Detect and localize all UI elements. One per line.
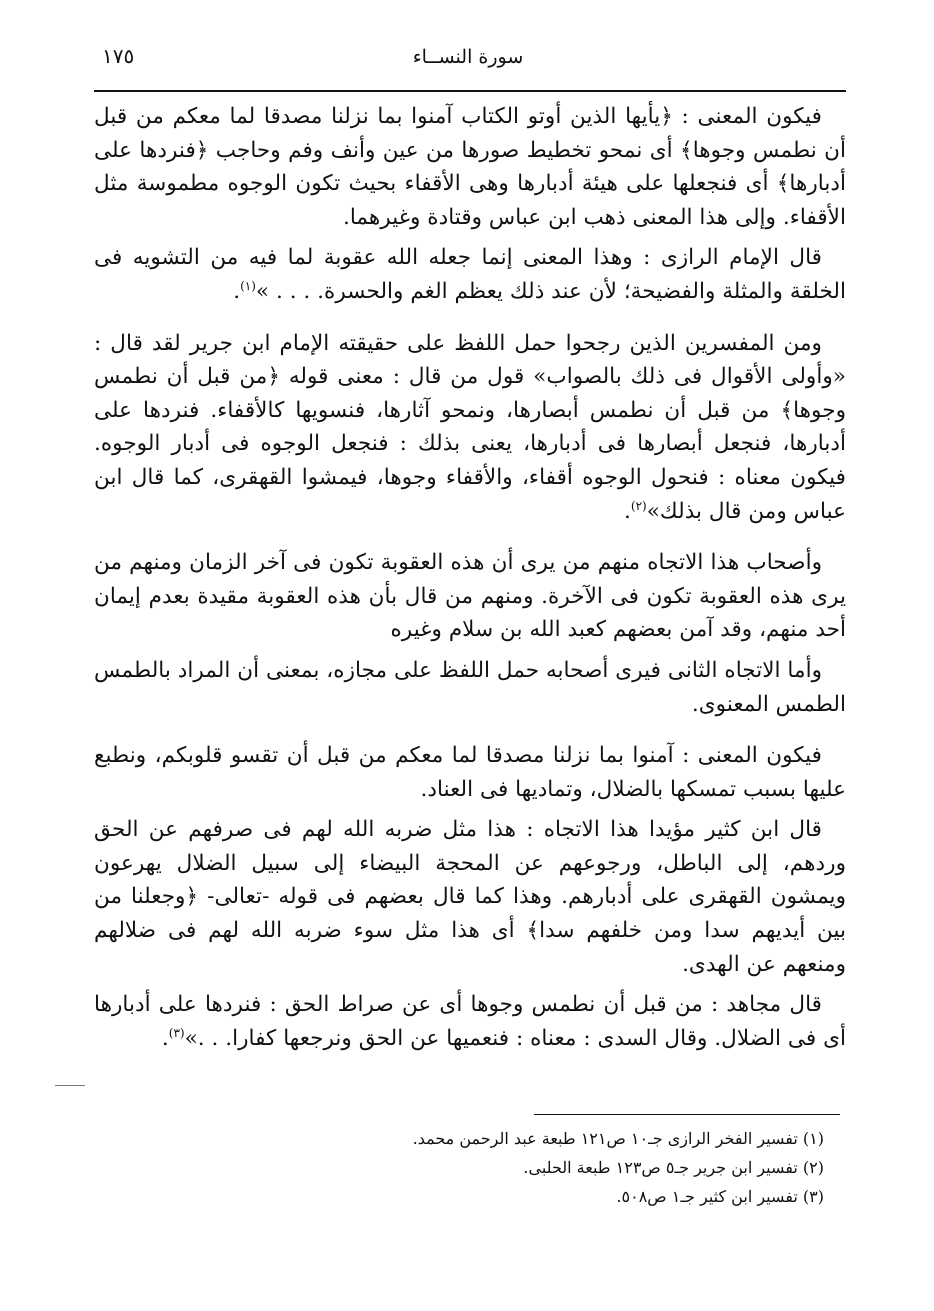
paragraph-text: ومن المفسرين الذين رجحوا حمل اللفظ على حقيقته الإمام ابن جرير لقد قال : «وأولى الأقوال فى ذلك بالصواب» قول من قال : معنى قوله ﴿من قبل أن نطمس وجوها﴾ من قبل أن نطمس أبصارها، ونمحو آثارها، فنسويها كالأقفاء. فنردها على أدبارها، فنجعل أبصارها فى أدبارها، يعنى بذلك : فنجعل الوجوه فى أدبار الوجوه. فيكون معناه : فنحول الوجوه أقفاء، والأقفاء وجوها، فيمشوا القهقرى، كما قال ابن عباس ومن قال بذلك»	[94, 330, 846, 524]
paragraph-text: فيكون المعنى : ﴿يأيها الذين أوتو الكتاب آمنوا بما نزلنا مصدقا لما معكم من قبل أن نطمس وجوها﴾ أى نمحو تخطيط صورها من عين وأنف وفم وحاجب ﴿فنردها على أدبارها﴾ أى فنجعلها على هيئة أدبارها وهى الأقفاء بحيث تكون الوجوه مطموسة مثل الأقفاء. وإلى هذا المعنى ذهب ابن عباس وقتادة وغيرهما.	[94, 104, 846, 230]
header-rule	[94, 90, 846, 92]
paragraph	[94, 100, 846, 234]
footnote: (٣) تفسير ابن كثير جـ١ ص٥٠٨.	[616, 1187, 824, 1206]
paragraph	[94, 546, 846, 647]
paragraph	[94, 327, 846, 529]
paragraph-text: قال الإمام الرازى : وهذا المعنى إنما جعله الله عقوبة لما فيه من التشويه فى الخلقة والمثلة والفضيحة؛ لأن عند ذلك يعظم الغم والحسرة. . . . »	[94, 245, 846, 304]
paragraph-text: قال مجاهد : من قبل أن نطمس وجوها أى عن صراط الحق : فنردها على أدبارها أى فى الضلال. وقال السدى : معناه : فنعميها عن الحق ونرجعها كفارا. . .»	[94, 992, 846, 1051]
margin-mark	[55, 1085, 85, 1086]
footnote-ref: (١)	[240, 278, 256, 293]
running-title: سورة النســاء	[412, 46, 524, 68]
paragraph-end-mark: .	[161, 1025, 169, 1051]
footnote-ref: (٣)	[168, 1025, 185, 1040]
page-number: ١٧٥	[102, 44, 135, 68]
footnotes	[94, 1124, 824, 1211]
paragraph-text: وأصحاب هذا الاتجاه منهم من يرى أن هذه العقوبة تكون فى آخر الزمان ومنهم من يرى هذه العقوبة تكون فى الآخرة. ومنهم من قال بأن هذه العقوبة مقيدة بعدم إيمان أحد منهم، وقد آمن بعضهم كعبد الله بن سلام وغيره	[94, 550, 846, 643]
page-header	[92, 42, 844, 82]
footnote: (٢) تفسير ابن جرير جـ٥ ص١٢٣ طبعة الحلبى.	[523, 1158, 824, 1177]
paragraph	[94, 813, 846, 981]
paragraph-end-mark: .	[624, 498, 631, 524]
footnote-ref: (٢)	[630, 498, 647, 513]
footnote-rule	[534, 1114, 840, 1115]
paragraph-text: قال ابن كثير مؤيدا هذا الاتجاه : هذا مثل ضربه الله لهم فى صرفهم عن الحق وردهم، إلى الباطل، ورجوعهم عن المحجة البيضاء إلى سبيل الضلال يهرعون ويمشون القهقرى على أدبارهم. وهذا كما قال بعضهم فى قوله -تعالى- ﴿وجعلنا من بين أيديهم سدا ومن خلفهم سدا﴾ أى هذا مثل سوء ضربه الله لهم فى ضلالهم ومنعهم عن الهدى.	[94, 817, 846, 977]
paragraph	[94, 654, 846, 721]
footnote: (١) تفسير الفخر الرازى جـ١٠ ص١٢١ طبعة عبد الرحمن محمد.	[412, 1129, 824, 1148]
body-text	[94, 100, 846, 1055]
paragraph	[94, 739, 846, 806]
paragraph-end-mark: .	[233, 278, 241, 304]
paragraph	[94, 988, 846, 1055]
paragraph	[94, 241, 846, 308]
paragraph-text: فيكون المعنى : آمنوا بما نزلنا مصدقا لما معكم من قبل أن تقسو قلوبكم، ونطبع عليها بسبب تمسكها بالضلال، وتماديها فى العناد.	[94, 743, 846, 802]
paragraph-text: وأما الاتجاه الثانى فيرى أصحابه حمل اللفظ على مجازه، بمعنى أن المراد بالطمس الطمس المعنوى.	[94, 657, 846, 717]
